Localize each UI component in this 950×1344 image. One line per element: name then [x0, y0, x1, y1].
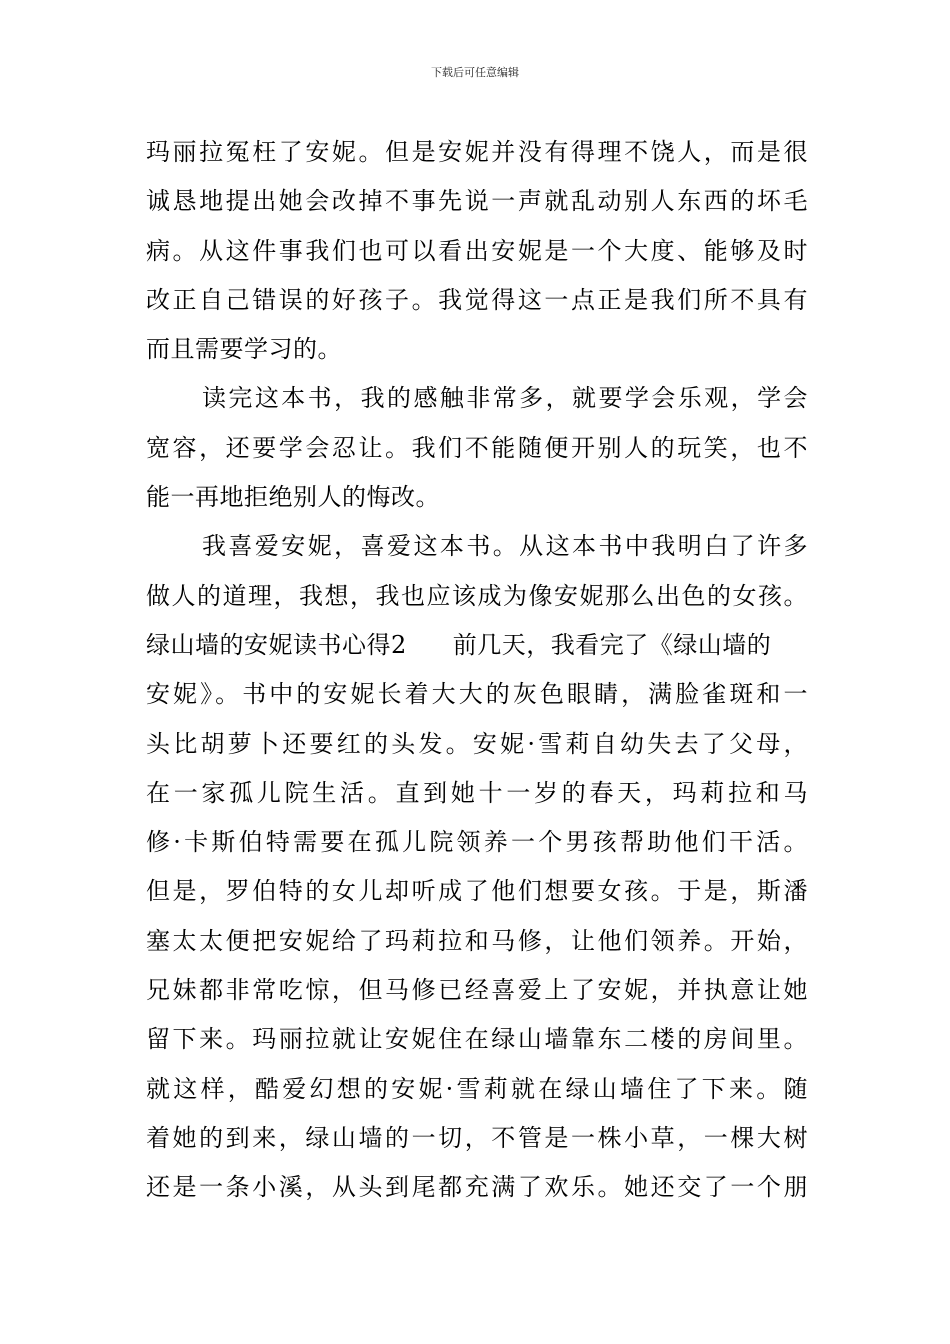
- text-line: 兄妹都非常吃惊，但马修已经喜爱上了安妮，并执意让她: [146, 976, 808, 1005]
- document-body: [146, 128, 808, 1213]
- text-line: 玛丽拉冤枉了安妮。但是安妮并没有得理不饶人，而是很: [146, 138, 808, 166]
- text-line: 着她的到来，绿山墙的一切，不管是一株小草，一棵大树: [146, 1123, 808, 1152]
- text-line: 就这样，酷爱幻想的安妮·雪莉就在绿山墙住了下来。随: [146, 1074, 808, 1103]
- text-line: 修·卡斯伯特需要在孤儿院领养一个男孩帮助他们干活。: [146, 828, 808, 857]
- text-line: 宽容，还要学会忍让。我们不能随便开别人的玩笑，也不: [146, 433, 808, 462]
- section-title: 绿山墙的安妮读书心得2: [146, 630, 407, 659]
- text-line: 诚恳地提出她会改掉不事先说一声就乱动别人东西的坏毛: [146, 187, 808, 216]
- text-line: 做人的道理，我想，我也应该成为像安妮那么出色的女孩。: [146, 581, 808, 610]
- text-line: 病。从这件事我们也可以看出安妮是一个大度、能够及时: [146, 236, 808, 265]
- text-line: 改正自己错误的好孩子。我觉得这一点正是我们所不具有: [146, 285, 808, 314]
- paragraph-start-line: 我喜爱安妮，喜爱这本书。从这本书中我明白了许多: [202, 532, 808, 561]
- section-opening-text: 前几天，我看完了《绿山墙的: [452, 630, 772, 659]
- text-line: 安妮》。书中的安妮长着大大的灰色眼睛，满脸雀斑和一: [146, 680, 808, 709]
- text-line: 头比胡萝卜还要红的头发。安妮·雪莉自幼失去了父母，: [146, 729, 808, 758]
- page-header: 下载后可任意编辑: [431, 66, 519, 79]
- text-line: 还是一条小溪，从头到尾都充满了欢乐。她还交了一个朋: [146, 1173, 808, 1202]
- text-line: 但是，罗伯特的女儿却听成了他们想要女孩。于是，斯潘: [146, 877, 808, 906]
- text-line: 在一家孤儿院生活。直到她十一岁的春天，玛莉拉和马: [146, 778, 808, 807]
- text-line: 留下来。玛丽拉就让安妮住在绿山墙靠东二楼的房间里。: [146, 1025, 808, 1054]
- paragraph-start-line: 读完这本书，我的感触非常多，就要学会乐观，学会: [202, 384, 808, 413]
- text-line: 塞太太便把安妮给了玛莉拉和马修，让他们领养。开始，: [146, 926, 808, 955]
- text-line: 而且需要学习的。: [146, 335, 342, 364]
- text-line: 能一再地拒绝别人的悔改。: [146, 483, 440, 512]
- heading-line: [146, 621, 808, 670]
